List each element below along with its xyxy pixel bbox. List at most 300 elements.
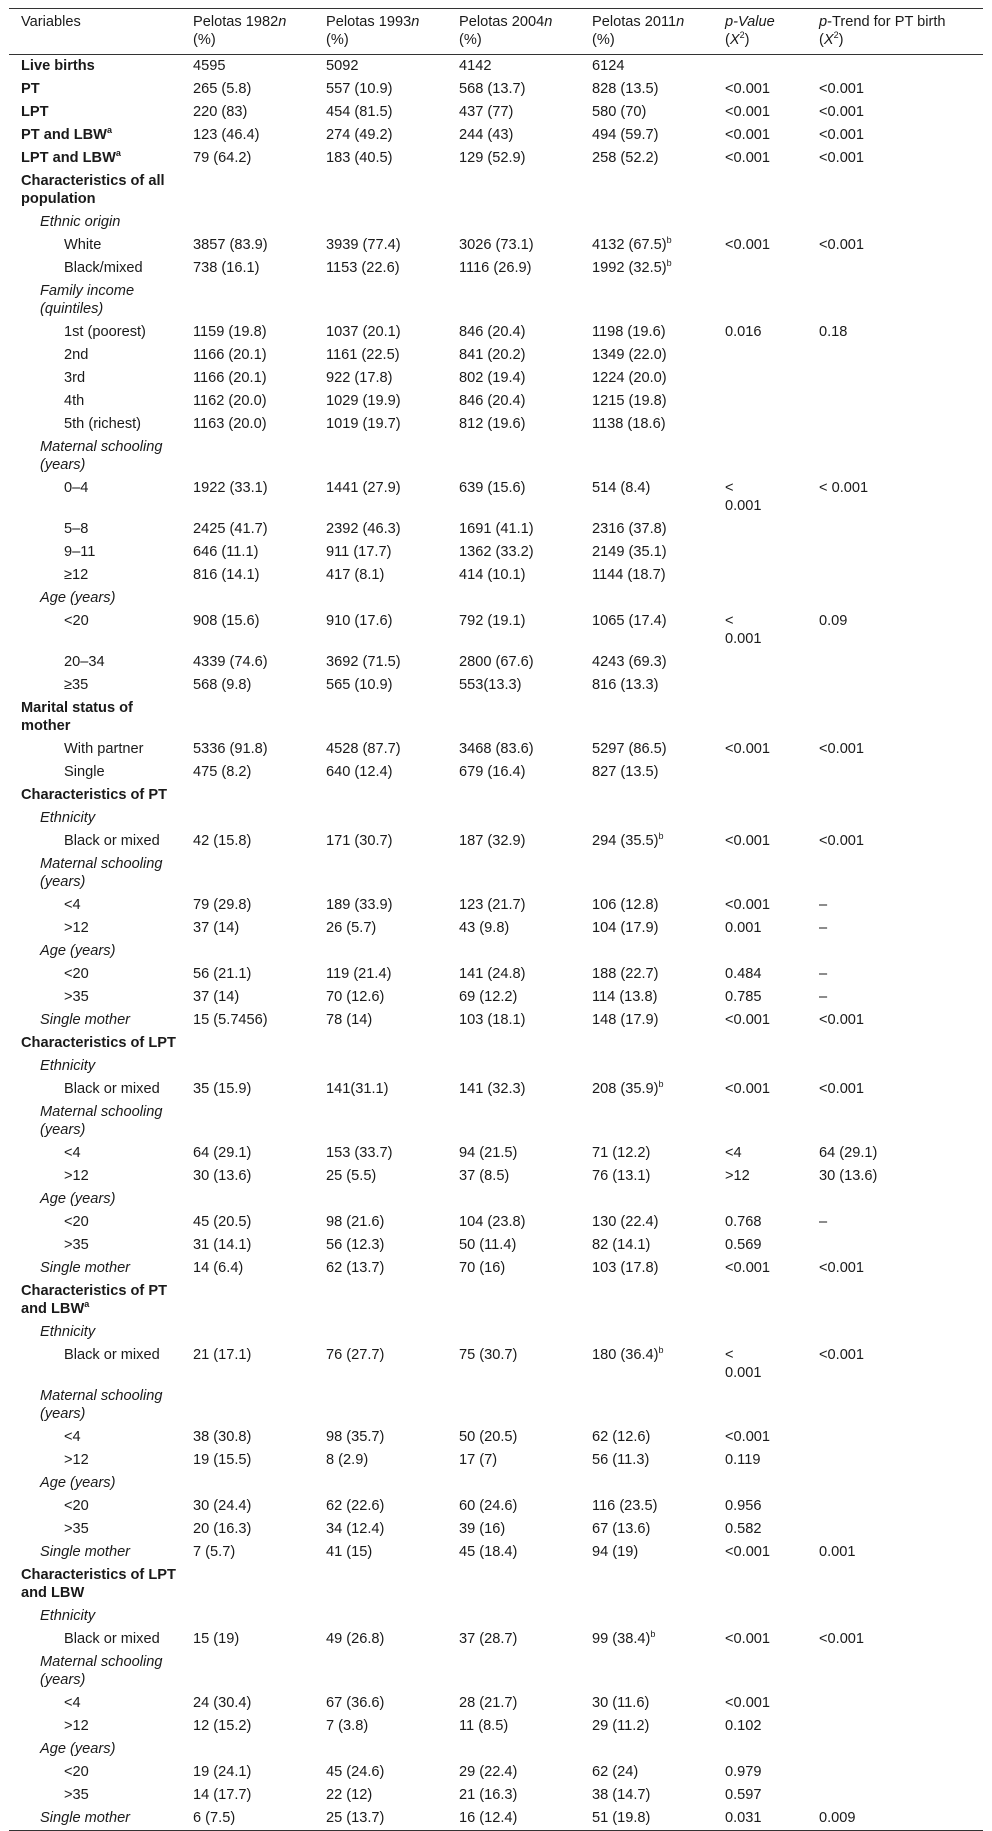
table-cell: 76 (13.1) [592,1168,651,1184]
table-cell: 67 (36.6) [326,1695,385,1711]
footnote-marker: a [106,125,112,136]
table-cell [713,564,807,587]
table-row [9,1541,983,1564]
table-cell: 0.582 [725,1521,762,1537]
table-cell: 828 (13.5) [592,81,659,97]
table-cell [807,1321,983,1344]
table-cell: 0.016 [725,324,762,340]
table-cell [807,1651,983,1692]
table-cell [807,674,983,697]
table-cell: 0.001 [819,1544,856,1560]
table-cell: <0.001 [819,104,865,120]
table-cell: 4243 (69.3) [592,654,667,670]
table-cell: 19 (24.1) [193,1764,252,1780]
table-cell: <0.001 [819,833,865,849]
row-label-maternal-schooling-years [9,436,181,477]
table-cell: 0.979 [725,1764,762,1780]
row-label-text: Black or mixed [64,833,160,849]
row-label-text: <4 [64,1695,81,1711]
table-cell: 0.597 [725,1787,762,1803]
table-cell [713,1055,807,1078]
table-cell: 1215 (19.8) [592,393,667,409]
table-cell: 42 (15.8) [193,833,252,849]
row-label-text: Ethnic origin [40,214,121,230]
table-cell: 45 (20.5) [193,1214,252,1230]
table-cell: 79 (29.8) [193,897,252,913]
table-cell [314,170,447,211]
table-cell [807,518,983,541]
table-cell [447,1321,580,1344]
table-row [9,518,983,541]
row-label-text: <4 [64,1429,81,1445]
table-cell: – [819,989,828,1005]
table-cell: <0.001 [725,127,771,143]
table-cell: 67 (13.6) [592,1521,651,1537]
table-cell [580,940,713,963]
table-row [9,1188,983,1211]
table-cell [447,1032,580,1055]
table-cell: 43 (9.8) [459,920,510,936]
row-label-text: >35 [64,1787,89,1803]
row-label-12 [9,1165,181,1188]
table-cell [807,390,983,413]
table-cell: 494 (59.7) [592,127,659,143]
header-p-value [713,9,807,55]
table-cell [713,1188,807,1211]
table-cell [181,1472,314,1495]
table-cell: 1161 (22.5) [326,347,400,363]
row-label-text: Black or mixed [64,1347,160,1363]
row-label-black-or-mixed [9,830,181,853]
table-cell [447,436,580,477]
table-cell: 25 (5.5) [326,1168,377,1184]
table-cell: 129 (52.9) [459,150,526,166]
table-cell [447,1188,580,1211]
table-cell: 0.102 [725,1718,762,1734]
table-cell [713,413,807,436]
table-row [9,1472,983,1495]
table-cell: 123 (46.4) [193,127,260,143]
table-cell: 414 (10.1) [459,567,526,583]
table-cell [807,784,983,807]
table-cell [713,367,807,390]
table-cell: 7 (3.8) [326,1718,369,1734]
table-cell: <0.001 [725,897,771,913]
table-cell [181,940,314,963]
table-cell: 123 (21.7) [459,897,526,913]
table-row [9,541,983,564]
table-cell [181,1055,314,1078]
row-label-text: Characteristics of LPT [21,1035,176,1051]
row-label-characteristics-of-lpt-and-lbw [9,1564,181,1605]
table-cell [713,1321,807,1344]
row-label-pt-and-lbw [9,124,181,147]
table-cell: 911 (17.7) [326,544,392,560]
table-cell: – [819,1214,828,1230]
table-cell [447,784,580,807]
table-cell [713,1564,807,1605]
table-cell [580,211,713,234]
table-cell [447,587,580,610]
table-body [9,55,983,1831]
header-label: p-Value $(X^2)$ [725,14,775,48]
row-label-text: Maternal schooling (years) [40,856,163,890]
table-cell [181,853,314,894]
table-cell [807,1692,983,1715]
table-cell: 14 (6.4) [193,1260,244,1276]
table-cell: <0.001 [725,1081,771,1097]
table-cell [181,1032,314,1055]
header-label: Pelotas 1993n (%) [326,14,420,48]
footnote-marker: a [115,148,121,159]
table-cell [580,1055,713,1078]
table-cell: 0.031 [725,1810,762,1826]
row-label-text: Characteristics of PT [21,787,167,803]
row-label-text: <20 [64,613,89,629]
table-cell [807,1032,983,1055]
row-label-text: Family income (quintiles) [40,283,135,317]
table-row [9,413,983,436]
table-cell: <0.001 [819,81,865,97]
table-cell: <0.001 [819,237,865,253]
table-cell: 5297 (86.5) [592,741,667,757]
table-cell [447,1055,580,1078]
table-cell [447,853,580,894]
table-cell [713,761,807,784]
table-cell: 130 (22.4) [592,1214,659,1230]
table-cell [580,1605,713,1628]
table-cell [447,1564,580,1605]
table-cell: 220 (83) [193,104,248,120]
row-label-text: Single mother [40,1260,131,1276]
row-label-white [9,234,181,257]
table-cell [713,211,807,234]
table-cell: 1922 (33.1) [193,480,268,496]
table-cell: 79 (64.2) [193,150,252,166]
row-label-20 [9,963,181,986]
table-row [9,321,983,344]
table-cell [580,1188,713,1211]
table-cell: 11 (8.5) [459,1718,509,1734]
table-cell: 19 (15.5) [193,1452,252,1468]
table-cell: 104 (17.9) [592,920,659,936]
table-cell: 557 (10.9) [326,81,393,97]
row-label-text: Age (years) [40,1475,116,1491]
table-cell: <0.001 [725,237,771,253]
header-label: Pelotas 1982n (%) [193,14,287,48]
table-cell: 1198 (19.6) [592,324,666,340]
table-cell [807,211,983,234]
table-cell [580,170,713,211]
table-cell [447,170,580,211]
table-cell: 41 (15) [326,1544,373,1560]
table-cell [580,1472,713,1495]
table-cell [807,1564,983,1605]
table-cell: 148 (17.9) [592,1012,659,1028]
table-row [9,344,983,367]
row-label-ethnic-origin [9,211,181,234]
row-label-text: 20–34 [64,654,105,670]
table-cell [314,1651,447,1692]
table-row [9,963,983,986]
table-cell [807,436,983,477]
table-cell [580,1280,713,1321]
table-cell [580,1101,713,1142]
header-label: Pelotas 2011n (%) [592,14,685,48]
table-cell: <0.001 [819,127,865,143]
row-label-text: >12 [64,1452,89,1468]
table-cell [447,1280,580,1321]
row-label-5th-richest [9,413,181,436]
row-label-text: Maternal schooling (years) [40,439,163,473]
table-container [9,8,983,1831]
table-cell [314,1738,447,1761]
row-label-2nd [9,344,181,367]
header-label: Pelotas 2004n (%) [459,14,553,48]
row-label-12 [9,564,181,587]
table-row [9,1280,983,1321]
table-cell: – [819,897,828,913]
table-row [9,564,983,587]
table-cell: 24 (30.4) [193,1695,252,1711]
row-label-text: Characteristics of PT and LBW [21,1283,167,1317]
table-row [9,390,983,413]
table-cell: 1166 (20.1) [193,347,267,363]
table-row [9,651,983,674]
row-label-text: <20 [64,1214,89,1230]
table-row [9,1426,983,1449]
table-cell: >12 [725,1168,750,1184]
table-cell: 580 (70) [592,104,647,120]
table-cell: 70 (16) [459,1260,506,1276]
header-pelotas-1993 [314,9,447,55]
row-label-35 [9,1518,181,1541]
table-cell: 1037 (20.1) [326,324,401,340]
table-cell: 16 (12.4) [459,1810,518,1826]
header-p-trend [807,9,983,55]
table-row [9,1738,983,1761]
table-cell: 69 (12.2) [459,989,518,1005]
row-label-text: >35 [64,989,89,1005]
table-cell: 31 (14.1) [193,1237,252,1253]
table-cell [713,1651,807,1692]
table-cell [807,1426,983,1449]
table-cell [580,436,713,477]
table-cell [807,564,983,587]
table-row [9,986,983,1009]
table-cell: 1019 (19.7) [326,416,401,432]
table-cell [447,940,580,963]
table-cell: 553(13.3) [459,677,522,693]
table-cell: 816 (14.1) [193,567,260,583]
table-cell: 50 (11.4) [459,1237,517,1253]
table-cell [314,587,447,610]
table-row [9,436,983,477]
row-label-12 [9,1449,181,1472]
table-row [9,830,983,853]
table-row [9,1257,983,1280]
table-cell [807,1761,983,1784]
table-cell [314,280,447,321]
row-label-20 [9,610,181,651]
header-label: p-Trend for PT birth $(X^2)$ [819,14,946,48]
table-cell [314,1321,447,1344]
row-label-single-mother [9,1541,181,1564]
table-cell: 60 (24.6) [459,1498,518,1514]
table-cell: 0.768 [725,1214,762,1230]
table-cell: 417 (8.1) [326,567,385,583]
table-cell: 679 (16.4) [459,764,526,780]
table-cell [181,170,314,211]
table-row [9,101,983,124]
table-row [9,257,983,280]
table-cell [314,807,447,830]
header-variables [9,9,181,55]
table-cell: 45 (24.6) [326,1764,385,1780]
table-cell: 38 (30.8) [193,1429,252,1445]
table-cell: 45 (18.4) [459,1544,518,1560]
row-label-lpt-and-lbw [9,147,181,170]
table-row [9,738,983,761]
table-cell [713,436,807,477]
table-cell [807,1280,983,1321]
table-cell: 816 (13.3) [592,677,659,693]
table-cell: 187 (32.9) [459,833,526,849]
table-header [9,9,983,55]
table-row [9,697,983,738]
table-cell [713,1472,807,1495]
row-label-text: 5th (richest) [64,416,142,432]
table-cell: 1349 (22.0) [592,347,667,363]
table-cell [807,1055,983,1078]
table-cell: 1065 (17.4) [592,613,667,629]
row-label-characteristics-of-all-population [9,170,181,211]
table-row [9,1449,983,1472]
table-cell: 70 (12.6) [326,989,385,1005]
row-label-characteristics-of-pt-and-lbw [9,1280,181,1321]
table-cell: 30 (13.6) [193,1168,252,1184]
table-row [9,1321,983,1344]
row-label-text: Marital status of mother [21,700,133,734]
row-label-text: Single [64,764,105,780]
table-cell [314,1101,447,1142]
table-cell: <0.001 [725,1429,771,1445]
table-row [9,1651,983,1692]
row-label-black-or-mixed [9,1078,181,1101]
row-label-9-11 [9,541,181,564]
table-cell [807,413,983,436]
table-row [9,1055,983,1078]
table-cell: 3026 (73.1) [459,237,534,253]
table-row [9,940,983,963]
row-label-4 [9,894,181,917]
table-cell [713,940,807,963]
row-label-single-mother [9,1257,181,1280]
table-cell [447,1738,580,1761]
row-label-lpt [9,101,181,124]
table-cell: 2800 (67.6) [459,654,534,670]
row-label-age-years [9,1188,181,1211]
table-cell: 258 (52.2) [592,150,659,166]
table-cell: 1691 (41.1) [459,521,534,537]
table-row [9,1142,983,1165]
table-cell: <4 [725,1145,742,1161]
row-label-text: >35 [64,1237,89,1253]
table-cell [807,170,983,211]
table-cell: 94 (19) [592,1544,639,1560]
table-cell [314,697,447,738]
table-cell: 78 (14) [326,1012,373,1028]
table-cell [807,853,983,894]
table-cell [807,940,983,963]
table-cell: <0.001 [725,1012,771,1028]
table-cell [807,1605,983,1628]
table-cell: 639 (15.6) [459,480,526,496]
table-cell [807,697,983,738]
table-cell: 0.18 [819,324,848,340]
table-cell: 0.956 [725,1498,762,1514]
header-label: Variables [21,14,81,30]
table-cell: 94 (21.5) [459,1145,518,1161]
table-cell: 180 $(36.4)^b$ [592,1345,664,1363]
table-cell: 56 (21.1) [193,966,252,982]
table-cell [713,541,807,564]
row-label-4th [9,390,181,413]
table-cell: 2425 (41.7) [193,521,268,537]
table-row [9,1032,983,1055]
table-cell [807,587,983,610]
row-label-black-or-mixed [9,1344,181,1385]
row-label-single [9,761,181,784]
row-label-text: <20 [64,966,89,982]
table-cell [580,1321,713,1344]
table-cell: 28 (21.7) [459,1695,518,1711]
table-cell: <0.001 [725,104,771,120]
table-cell: 103 (18.1) [459,1012,526,1028]
table-cell: 568 (13.7) [459,81,526,97]
table-cell [181,280,314,321]
table-cell: 62 (24) [592,1764,639,1780]
row-label-35 [9,986,181,1009]
table-cell: 20 (16.3) [193,1521,252,1537]
table-cell: <0.001 [725,81,771,97]
row-label-text: PT [21,81,40,97]
table-cell: 141 (32.3) [459,1081,526,1097]
table-cell: 64 (29.1) [193,1145,252,1161]
row-label-35 [9,1234,181,1257]
table-cell: 244 (43) [459,127,514,143]
row-label-text: 2nd [64,347,89,363]
row-label-text: Age (years) [40,943,116,959]
table-cell [314,1188,447,1211]
row-label-4 [9,1426,181,1449]
table-cell: 64 (29.1) [819,1145,878,1161]
table-cell [580,280,713,321]
table-cell: 17 (7) [459,1452,498,1468]
header-pelotas-2011 [580,9,713,55]
table-cell: 22 (12) [326,1787,373,1803]
table-cell: 5336 (91.8) [193,741,268,757]
table-cell [807,1385,983,1426]
table-cell [314,211,447,234]
table-cell: 0.569 [725,1237,762,1253]
table-cell [181,1738,314,1761]
table-row [9,55,983,79]
row-label-black-mixed [9,257,181,280]
table-cell [713,170,807,211]
table-cell: 3857 (83.9) [193,237,268,253]
table-cell [713,651,807,674]
